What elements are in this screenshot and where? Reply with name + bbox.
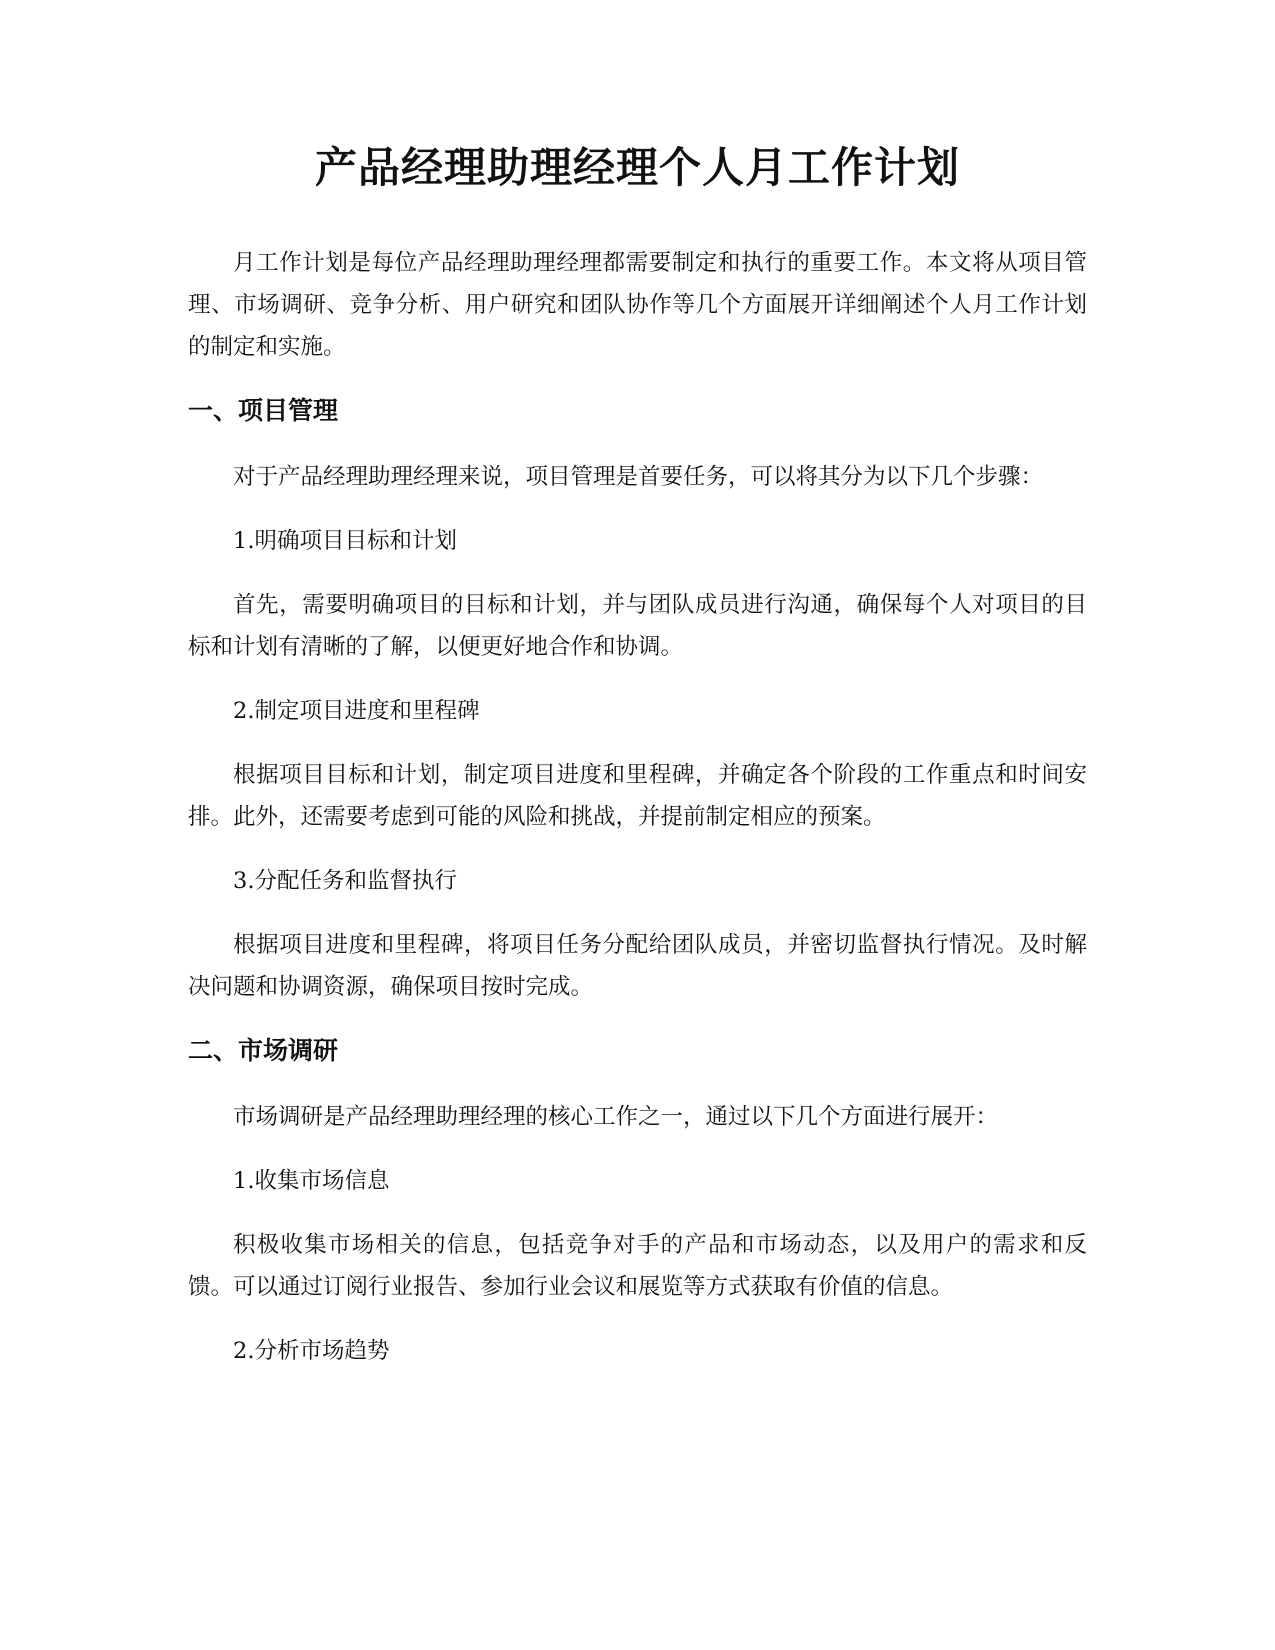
intro-paragraph: 月工作计划是每位产品经理助理经理都需要制定和执行的重要工作。本文将从项目管理、市场调研、竞争分析、用户研究和团队协作等几个方面展开详细阐述个人月工作计划的制定和实施。 [188, 250, 1087, 360]
section-heading-market-research: 二、市场调研 [188, 1036, 339, 1065]
section-intro-market-research: 市场调研是产品经理助理经理的核心工作之一，通过以下几个方面进行展开： [233, 1104, 999, 1130]
item-title: 1.收集市场信息 [233, 1168, 390, 1194]
item-title: 2.分析市场趋势 [233, 1338, 390, 1364]
item-body: 积极收集市场相关的信息，包括竞争对手的产品和市场动态，以及用户的需求和反馈。可以通过订阅行业报告、参加行业会议和展览等方式获取有价值的信息。 [188, 1232, 1087, 1300]
item-body: 根据项目进度和里程碑，将项目任务分配给团队成员，并密切监督执行情况。及时解决问题和协调资源，确保项目按时完成。 [188, 932, 1087, 1000]
item-title: 1.明确项目目标和计划 [233, 528, 457, 554]
section-heading-project-management: 一、项目管理 [188, 396, 339, 425]
item-title: 3.分配任务和监督执行 [233, 868, 457, 894]
section-intro-project-management: 对于产品经理助理经理来说，项目管理是首要任务，可以将其分为以下几个步骤： [233, 464, 1044, 490]
document-title: 产品经理助理经理个人月工作计划 [314, 143, 960, 192]
item-body: 首先，需要明确项目的目标和计划，并与团队成员进行沟通，确保每个人对项目的目标和计划有清晰的了解，以便更好地合作和协调。 [188, 592, 1087, 660]
item-title: 2.制定项目进度和里程碑 [233, 698, 480, 724]
item-body: 根据项目目标和计划，制定项目进度和里程碑，并确定各个阶段的工作重点和时间安排。此外，还需要考虑到可能的风险和挑战，并提前制定相应的预案。 [188, 762, 1087, 830]
